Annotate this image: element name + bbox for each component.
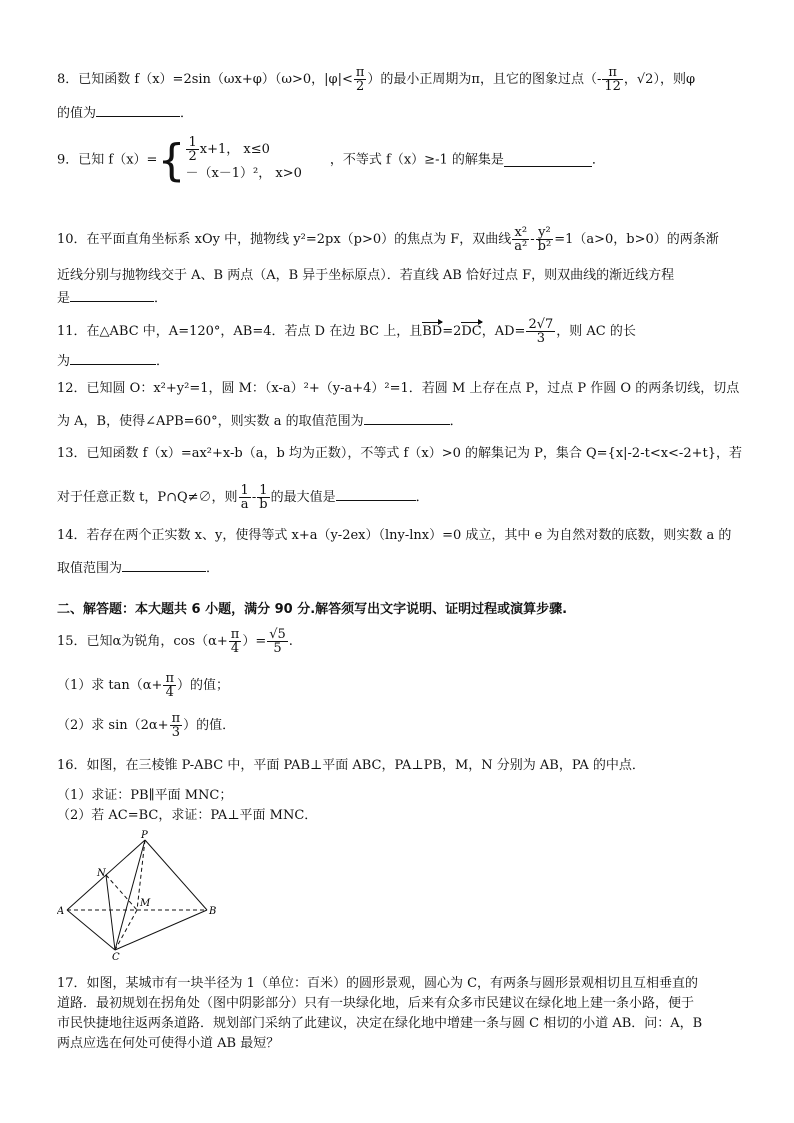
vector-bd: BD [422, 324, 443, 339]
label-n: N [97, 868, 106, 879]
label-b: B [209, 906, 217, 917]
tetrahedron-figure [57, 830, 217, 960]
problem-16-part-1: （1）求证：PB∥平面 MNC； [57, 788, 233, 803]
problem-14-line-1: 14．若存在两个正实数 x、y，使得等式 x+a（y-2ex）（lny-lnx）=0 成立，其中 e 为自然对数的底数，则实数 a 的 [57, 528, 732, 543]
problem-10-line-3: 是 ． [57, 291, 168, 306]
problem-17-line-1: 17．如图，某城市有一块半径为 1（单位：百米）的圆形景观，圆心为 C，有两条与圆形景观相切且互相垂直的 [57, 976, 699, 991]
piecewise-brace: { [157, 134, 186, 186]
label-m: M [140, 898, 151, 909]
problem-12-line-1: 12．已知圆 O：x²+y²=1，圆 M：（x-a）²+（y-a+4）²=1．若圆 M 上存在点 P，过点 P 作圆 O 的两条切线，切点 [57, 381, 740, 396]
label-c: C [112, 952, 120, 960]
answer-blank [364, 412, 450, 425]
answer-blank [96, 104, 180, 117]
problem-15-part-1: （1）求 tan（α+ $\frac{\pi}{4}$ ）的值； [57, 671, 229, 700]
answer-blank [504, 154, 592, 167]
answer-blank [70, 289, 154, 302]
section-heading: 二、解答题：本大题共 6 小题，满分 90 分.解答须写出文字说明、证明过程或演算步骤. [57, 602, 568, 617]
problem-12-line-2: 为 A，B，使得∠APB=60°，则实数 a 的取值范围为 ． [57, 414, 463, 429]
vector-dc: DC [461, 324, 482, 339]
piecewise-cases: $\frac{1}{2}$ x+1， x≤0 －（x－1）²， x>0 [185, 135, 302, 181]
problem-17-line-3: 市民快捷地往返两条道路．规划部门采纳了此建议，决定在绿化地中增建一条与圆 C 相切的小道 AB．问：A，B [57, 1016, 703, 1031]
problem-13-line-2: 对于任意正数 t，P∩Q≠∅，则 $\frac{1}{a}$ - $\frac{1}{b}$ 的最大值是 ． [57, 483, 429, 512]
label-a: A [57, 906, 65, 917]
problem-16-stem: 16．如图，在三棱锥 P-ABC 中，平面 PAB⊥平面 ABC，PA⊥PB，M，N 分别为 AB，PA 的中点． [57, 758, 645, 773]
problem-15-part-2: （2）求 sin（2α+ $\frac{\pi}{3}$ ）的值． [57, 711, 236, 740]
answer-blank [122, 559, 206, 572]
problem-13-line-1: 13．已知函数 f（x）=ax²+x-b（a，b 均为正数），不等式 f（x）>0 的解集记为 P，集合 Q={x|-2-t<x<-2+t}，若 [57, 446, 742, 461]
fraction: $\frac{\pi}{2}$ [355, 65, 365, 94]
answer-blank [336, 488, 416, 501]
fraction: $\frac{\pi}{12}$ [604, 65, 621, 94]
problem-11-line-1: 11．在△ABC 中，A=120°，AB=4．若点 D 在边 BC 上，且BD=2DC，AD= $\frac{2√7}{3}$ ，则 AC 的长 [57, 317, 636, 346]
problem-15-stem: 15．已知α为锐角，cos（α+ $\frac{\pi}{4}$ ）= $\frac{√5}{5}$ . [57, 627, 293, 656]
label-p: P [141, 830, 148, 841]
problem-10-line-2: 近线分别与抛物线交于 A、B 两点（A，B 异于坐标原点）．若直线 AB 恰好过点 F，则双曲线的渐近线方程 [57, 268, 675, 283]
problem-11-line-2: 为 ． [57, 354, 170, 369]
problem-9: 9．已知 f（x）={ $\frac{1}{2}$ x+1， x≤0 －（x－1）²， x>0 ，不等式 f（x）≥-1 的解集是 ． [57, 134, 605, 186]
problem-8-line-2: 的值为 ． [57, 106, 194, 121]
problem-14-line-2: 取值范围为 ． [57, 561, 220, 576]
problem-17-line-2: 道路．最初规划在拐角处（图中阴影部分）只有一块绿化地，后来有众多市民建议在绿化地上建一条小路，便于 [57, 996, 695, 1011]
problem-16-part-2: （2）若 AC=BC，求证：PA⊥平面 MNC． [57, 808, 318, 823]
answer-blank [70, 352, 156, 365]
problem-17-line-4: 两点应选在何处可使得小道 AB 最短？ [57, 1036, 280, 1051]
problem-10-line-1: 10．在平面直角坐标系 xOy 中，抛物线 y²=2px（p>0）的焦点为 F，双曲线 $\frac{\text{x²}}{\text{a²}}$ - $\frac{\text{y²}}{\text{b²}}$ =1（a>0，b>0）的两条渐 [57, 225, 719, 254]
problem-8-line-1: 8．已知函数 f（x）=2sin（ωx+φ）（ω>0，|φ|< $\frac{\pi}{2}$ ）的最小正周期为π，且它的图象过点（- $\frac{\pi}{12}$ ，√2），则φ [57, 65, 696, 94]
